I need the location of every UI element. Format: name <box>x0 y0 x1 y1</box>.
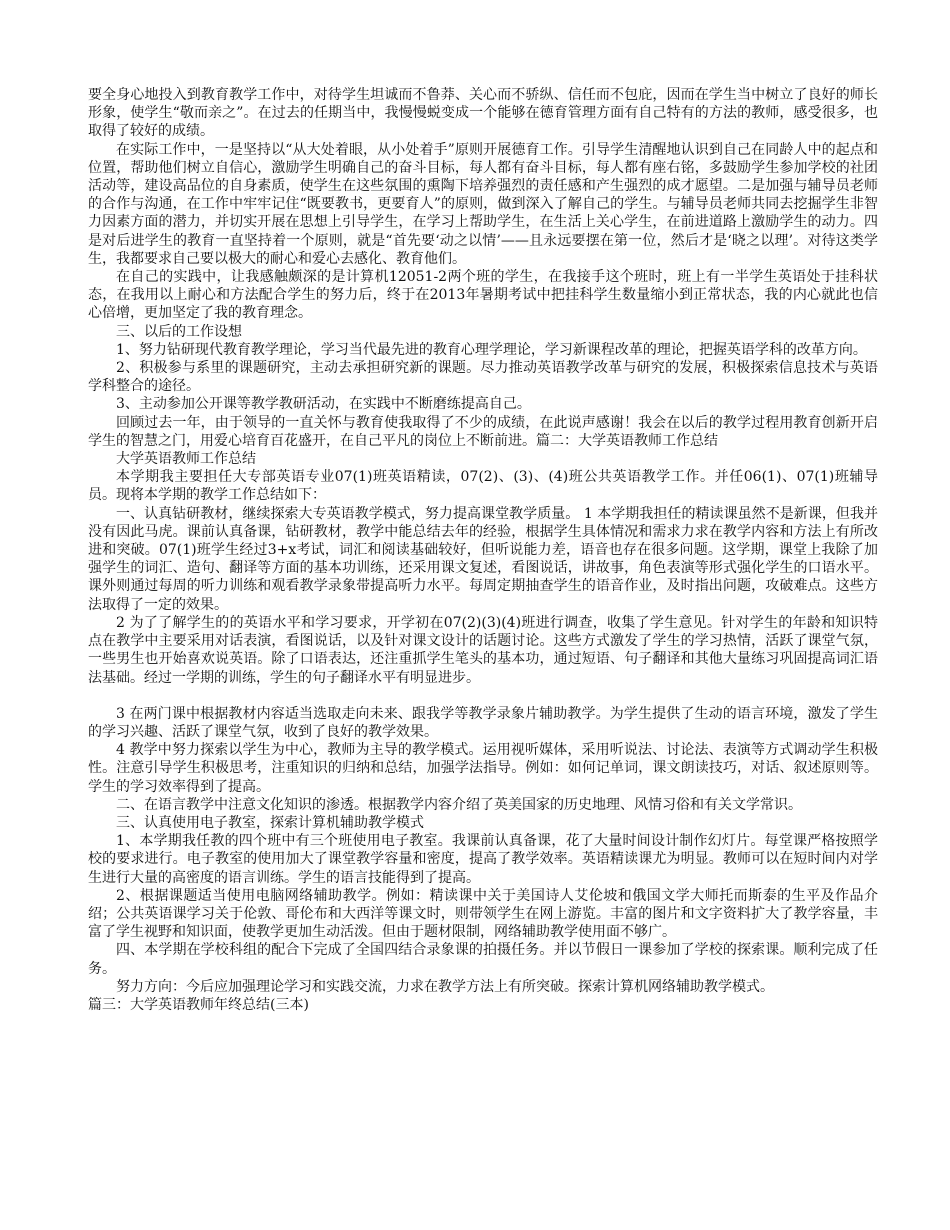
paragraph: 4 教学中努力探索以学生为中心，教师为主导的教学模式。运用视听媒体，采用听说法、讨论法、表演等方式调动学生积极性。注意引导学生积极思考，注重知识的归纳和总结，加强学法指导。例如：如何记单词，课文朗读技巧，对话、叙述原则等。学生的学习效率得到了提高。 <box>88 742 878 795</box>
paragraph: 1、本学期我任教的四个班中有三个班使用电子教室。我课前认真备课，花了大量时间设计制作幻灯片。每堂课严格按照学校的要求进行。电子教室的使用加大了课堂教学容量和密度，提高了教学效率。英语精读课尤为明显。教师可以在短时间内对学生进行大量的高密度的语言训练。学生的语言技能得到了提高。 <box>88 833 878 886</box>
paragraph: 努力方向：今后应加强理论学习和实践交流，力求在教学方法上有所突破。探索计算机网络辅助教学模式。 <box>116 978 774 995</box>
paragraph: 2、积极参与系里的课题研究，主动去承担研究新的课题。尽力推动英语教学改革与研究的发展，积极探索信息技术与英语学科整合的途径。 <box>88 360 878 395</box>
paragraph: 本学期我主要担任大专部英语专业07(1)班英语精读，07(2)、(3)、(4)班公共英语教学工作。并任06(1)、07(1)班辅导员。现将本学期的教学工作总结如下： <box>88 469 878 504</box>
paragraph: 2 为了了解学生的的英语水平和学习要求，开学初在07(2)(3)(4)班进行调查，收集了学生意见。针对学生的年龄和知识特点在教学中主要采用对话表演，看图说话，以及针对课文设计的话题讨论。这些方式激发了学生的学习热情，活跃了课堂气氛，一些男生也开始喜欢说英语。除了口语表达，还注重抓学生笔头的基本功，通过短语、句子翻译和其他大量练习巩固提高词汇语法基础。经过一学期的训练，学生的句子翻译水平有明显进步。 <box>88 614 878 686</box>
section-heading: 三、以后的工作设想 <box>116 323 242 340</box>
document-page <box>88 86 878 1014</box>
paragraph: 3、主动参加公开课等教学教研活动，在实践中不断磨练提高自己。 <box>116 396 531 413</box>
section-heading: 三、认真使用电子教室，探索计算机辅助教学模式 <box>116 814 424 831</box>
paragraph: 1、努力钻研现代教育教学理论，学习当代最先进的教育心理学理论，学习新课程改革的理论，把握英语学科的改革方向。 <box>116 341 867 358</box>
paragraph: 要全身心地投入到教育教学工作中，对待学生坦诚而不鲁莽、关心而不骄纵、信任而不包庇，因而在学生当中树立了良好的师长形象，使学生“敬而亲之”。在过去的任期当中，我慢慢蜕变成一个能够在德育管理方面有自己特有的方法的教师，感受很多，也取得了较好的成绩。 <box>88 87 878 140</box>
paragraph: 一、认真钻研教材，继续探索大专英语教学模式，努力提高课堂教学质量。 1 本学期我担任的精读课虽然不是新课，但我并没有因此马虎。课前认真备课，钻研教材，教学中能总结去年的经验，根据学生具体情况和需求力求在教学内容和方法上有所改进和突破。07(1)班学生经过3+x考试，词汇和阅读基础较好，但听说能力差，语音也存在很多问题。这学期，课堂上我除了加强学生的词汇、造句、翻译等方面的基本功训练，还采用课文复述，看图说话，讲故事，角色表演等形式强化学生的口语水平。课外则通过每周的听力训练和观看教学录象带提高听力水平。每周定期抽查学生的语音作业，及时指出问题，攻破难点。这些方法取得了一定的效果。 <box>88 505 878 613</box>
section-heading: 篇三：大学英语教师年终总结(三本) <box>88 996 309 1013</box>
paragraph: 在实际工作中，一是坚持以“从大处着眼，从小处着手”原则开展德育工作。引导学生清醒地认识到自己在同龄人中的起点和位置，帮助他们树立自信心，激励学生明确自己的奋斗目标，每人都有奋斗目标，每人都有座右铭，多鼓励学生参加学校的社团活动等，建设高品位的自身素质，使学生在这些氛围的熏陶下培养强烈的责任感和产生强烈的成才愿望。二是加强与辅导员老师的合作与沟通，在工作中牢牢记住“既要教书，更要育人”的原则，做到深入了解自己的学生。与辅导员老师共同去挖掘学生非智力因素方面的潜力，并切实开展在思想上引导学生，在学习上帮助学生，在生活上关心学生，在前进道路上激励学生的动力。四是对后进学生的教育一直坚持着一个原则，就是“首先要‘动之以情’——且永远要摆在第一位，然后才是‘晓之以理’。对待这类学生，我都要求自己要以极大的耐心和爱心去感化、教育他们。 <box>88 141 878 267</box>
paragraph: 回顾过去一年，由于领导的一直关怀与教育使我取得了不少的成绩，在此说声感谢！我会在以后的教学过程用教育创新开启学生的智慧之门，用爱心培育百花盛开，在自己平凡的岗位上不断前进。篇二：大学英语教师工作总结 <box>88 414 878 449</box>
paragraph: 四、本学期在学校科组的配合下完成了全国四结合录象课的拍摄任务。并以节假日一课参加了学校的探索课。顺利完成了任务。 <box>88 942 878 977</box>
paragraph: 3 在两门课中根据教材内容适当选取走向未来、跟我学等教学录象片辅助教学。为学生提供了生动的语言环境，激发了学生的学习兴趣、活跃了课堂气氛，收到了良好的教学效果。 <box>88 705 878 740</box>
document-title: 大学英语教师工作总结 <box>116 451 256 468</box>
paragraph: 在自己的实践中，让我感触颇深的是计算机12051-2两个班的学生，在我接手这个班时，班上有一半学生英语处于挂科状态，在我用以上耐心和方法配合学生的努力后，终于在2013年暑期考试中把挂科学生数量缩小到正常状态，我的内心就此也信心倍增，更加坚定了我的教育理念。 <box>88 269 878 322</box>
paragraph: 二、在语言教学中注意文化知识的渗透。根据教学内容介绍了英美国家的历史地理、风情习俗和有关文学常识。 <box>116 796 802 813</box>
paragraph: 2、根据课题适当使用电脑网络辅助教学。例如：精读课中关于美国诗人艾伦坡和俄国文学大师托而斯泰的生平及作品介绍；公共英语课学习关于伦敦、哥伦布和大西洋等课文时，则带领学生在网上游览。丰富的图片和文字资料扩大了教学容量，丰富了学生视野和知识面，使教学更加生动活泼。但由于题材限制，网络辅助教学使用面不够广。 <box>88 887 878 941</box>
